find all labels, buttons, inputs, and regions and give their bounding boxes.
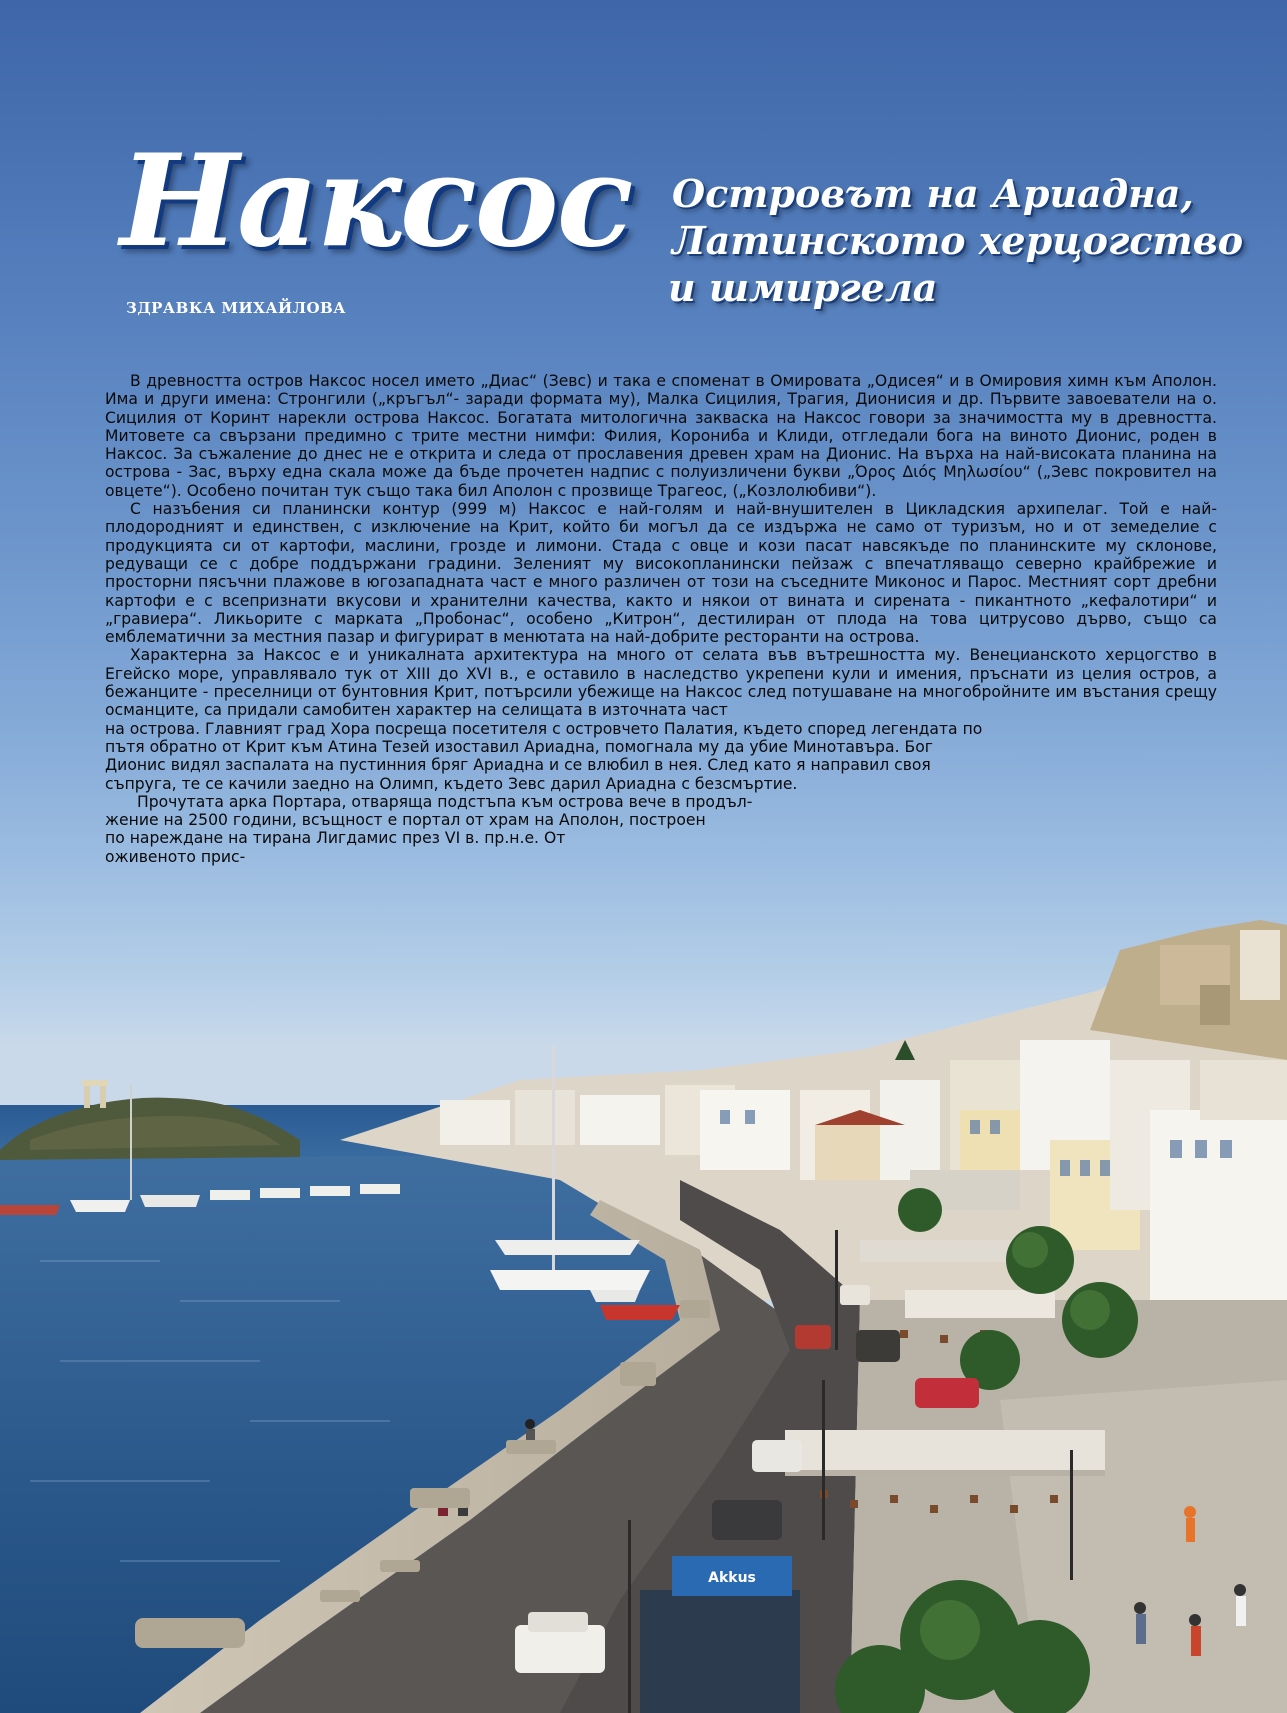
article-line: съпруга, те се качили заедно на Олимп, където Зевс дарил Ариадна с безсмъртие. <box>105 774 798 793</box>
article-line: жение на 2500 години, всъщност е портал от храм на Аполон, построен <box>105 811 706 830</box>
author-byline: ЗДРАВКА МИХАЙЛОВА <box>126 299 346 317</box>
article-body <box>105 372 1217 866</box>
article-line: Прочутата арка Портара, отваряща подстъпа към острова вече в продъл- <box>137 792 753 811</box>
subtitle-line: Островът на Ариадна, <box>672 171 1194 216</box>
article-line: оживеното прис- <box>105 847 246 866</box>
article-line: пътя обратно от Крит към Атина Тезей изоставил Ариадна, помогнала му да убие Минотавъра. Бог <box>105 737 933 756</box>
article-line: на острова. Главният град Хора посреща посетителя с островчето Палатия, където според легендата по <box>105 719 983 738</box>
article-subtitle <box>668 170 1244 311</box>
article-line: Дионис видял заспалата на пустинния бряг Ариадна и се влюбил в нея. След като я направил своя <box>105 756 931 775</box>
subtitle-line: Латинското херцогство <box>672 218 1244 263</box>
subtitle-line: и шмиргела <box>668 265 938 310</box>
article-paragraph: С назъбения си планински контур (999 м) Наксос е най-голям и най-внушителен в Цикладския архипелаг. Той е най-плодородният и единствен, с изключение на Крит, който би могъл да се издържа не само от туризъм, но и от земеделие с продукцията си от картофи, маслини, грозде и лимони. Стада с овце и кози пасат навсякъде по планинските му склонове, редуващи се с добре поддържани градини. Зеленият му високопланински пейзаж с впечатляващо северно крайбрежие и просторни пясъчни плажове в югозападната част е много различен от този на съседните Миконос и Парос. Местният сорт дребни картофи е с всепризнати вкусови и хранителни качества, както и някои от вината и сирената - пикантното „кефалотири“ и „гравиера“. Ликьорите с марката „Пробонас“, особено „Китрон“, дестилиран от плода на това цитрусово дърво, също са емблематични за местния пазар и фигурират в менютата на най-добрите ресторанти на острова. <box>105 500 1217 647</box>
article-line: по нареждане на тирана Лигдамис през VI в. пр.н.е. От <box>105 829 566 848</box>
article-paragraph: В древността остров Наксос носел името „Диас“ (Зевс) и така е споменат в Омировата „Одисея“ и в Омировия химн към Аполон. Има и други имена: Стронгили („кръгъл“- заради формата му), Малка Сицилия, Трагия, Дионисия и др. Първите завоеватели на о. Сицилия от Коринт нарекли острова Наксос. Богатата митологична закваска на Наксос говори за значимостта му в древността. Митовете са свързани предимно с трите местни нимфи: Филия, Корониба и Клиди, отгледали бога на виното Дионис, роден в Наксос. За съжаление до днес не е открита и следа от прославения древен храм на Дионис. На върха на най-високата планина на острова - Зас, върху една скала може да бъде прочетен надпис с полуизличени букви „Όρος Διός Μηλωσίου“ („Зевс покровител на овцете“). Особено почитан тук също така бил Аполон с прозвище Трагеос, („Козлолюбиви“). <box>105 372 1217 500</box>
article-title: Наксос <box>120 127 632 275</box>
kiosk-sign: Akkus <box>708 1570 756 1586</box>
article-paragraph: Характерна за Наксос е и уникалната архитектура на много от селата във вътрешността му. Венецианското херцогство в Егейско море, управлявало тук от XIII до XVI в., е оставило в наследство укрепени кули и имения, пръснати из целия остров, а бежанците - преселници от бунтовния Крит, потърсили убежище на Наксос след потушаване на многобройните им въстания срещу османците, са придали самобитен характер на селищата в източната част <box>105 646 1217 720</box>
article-tail <box>105 720 1217 866</box>
